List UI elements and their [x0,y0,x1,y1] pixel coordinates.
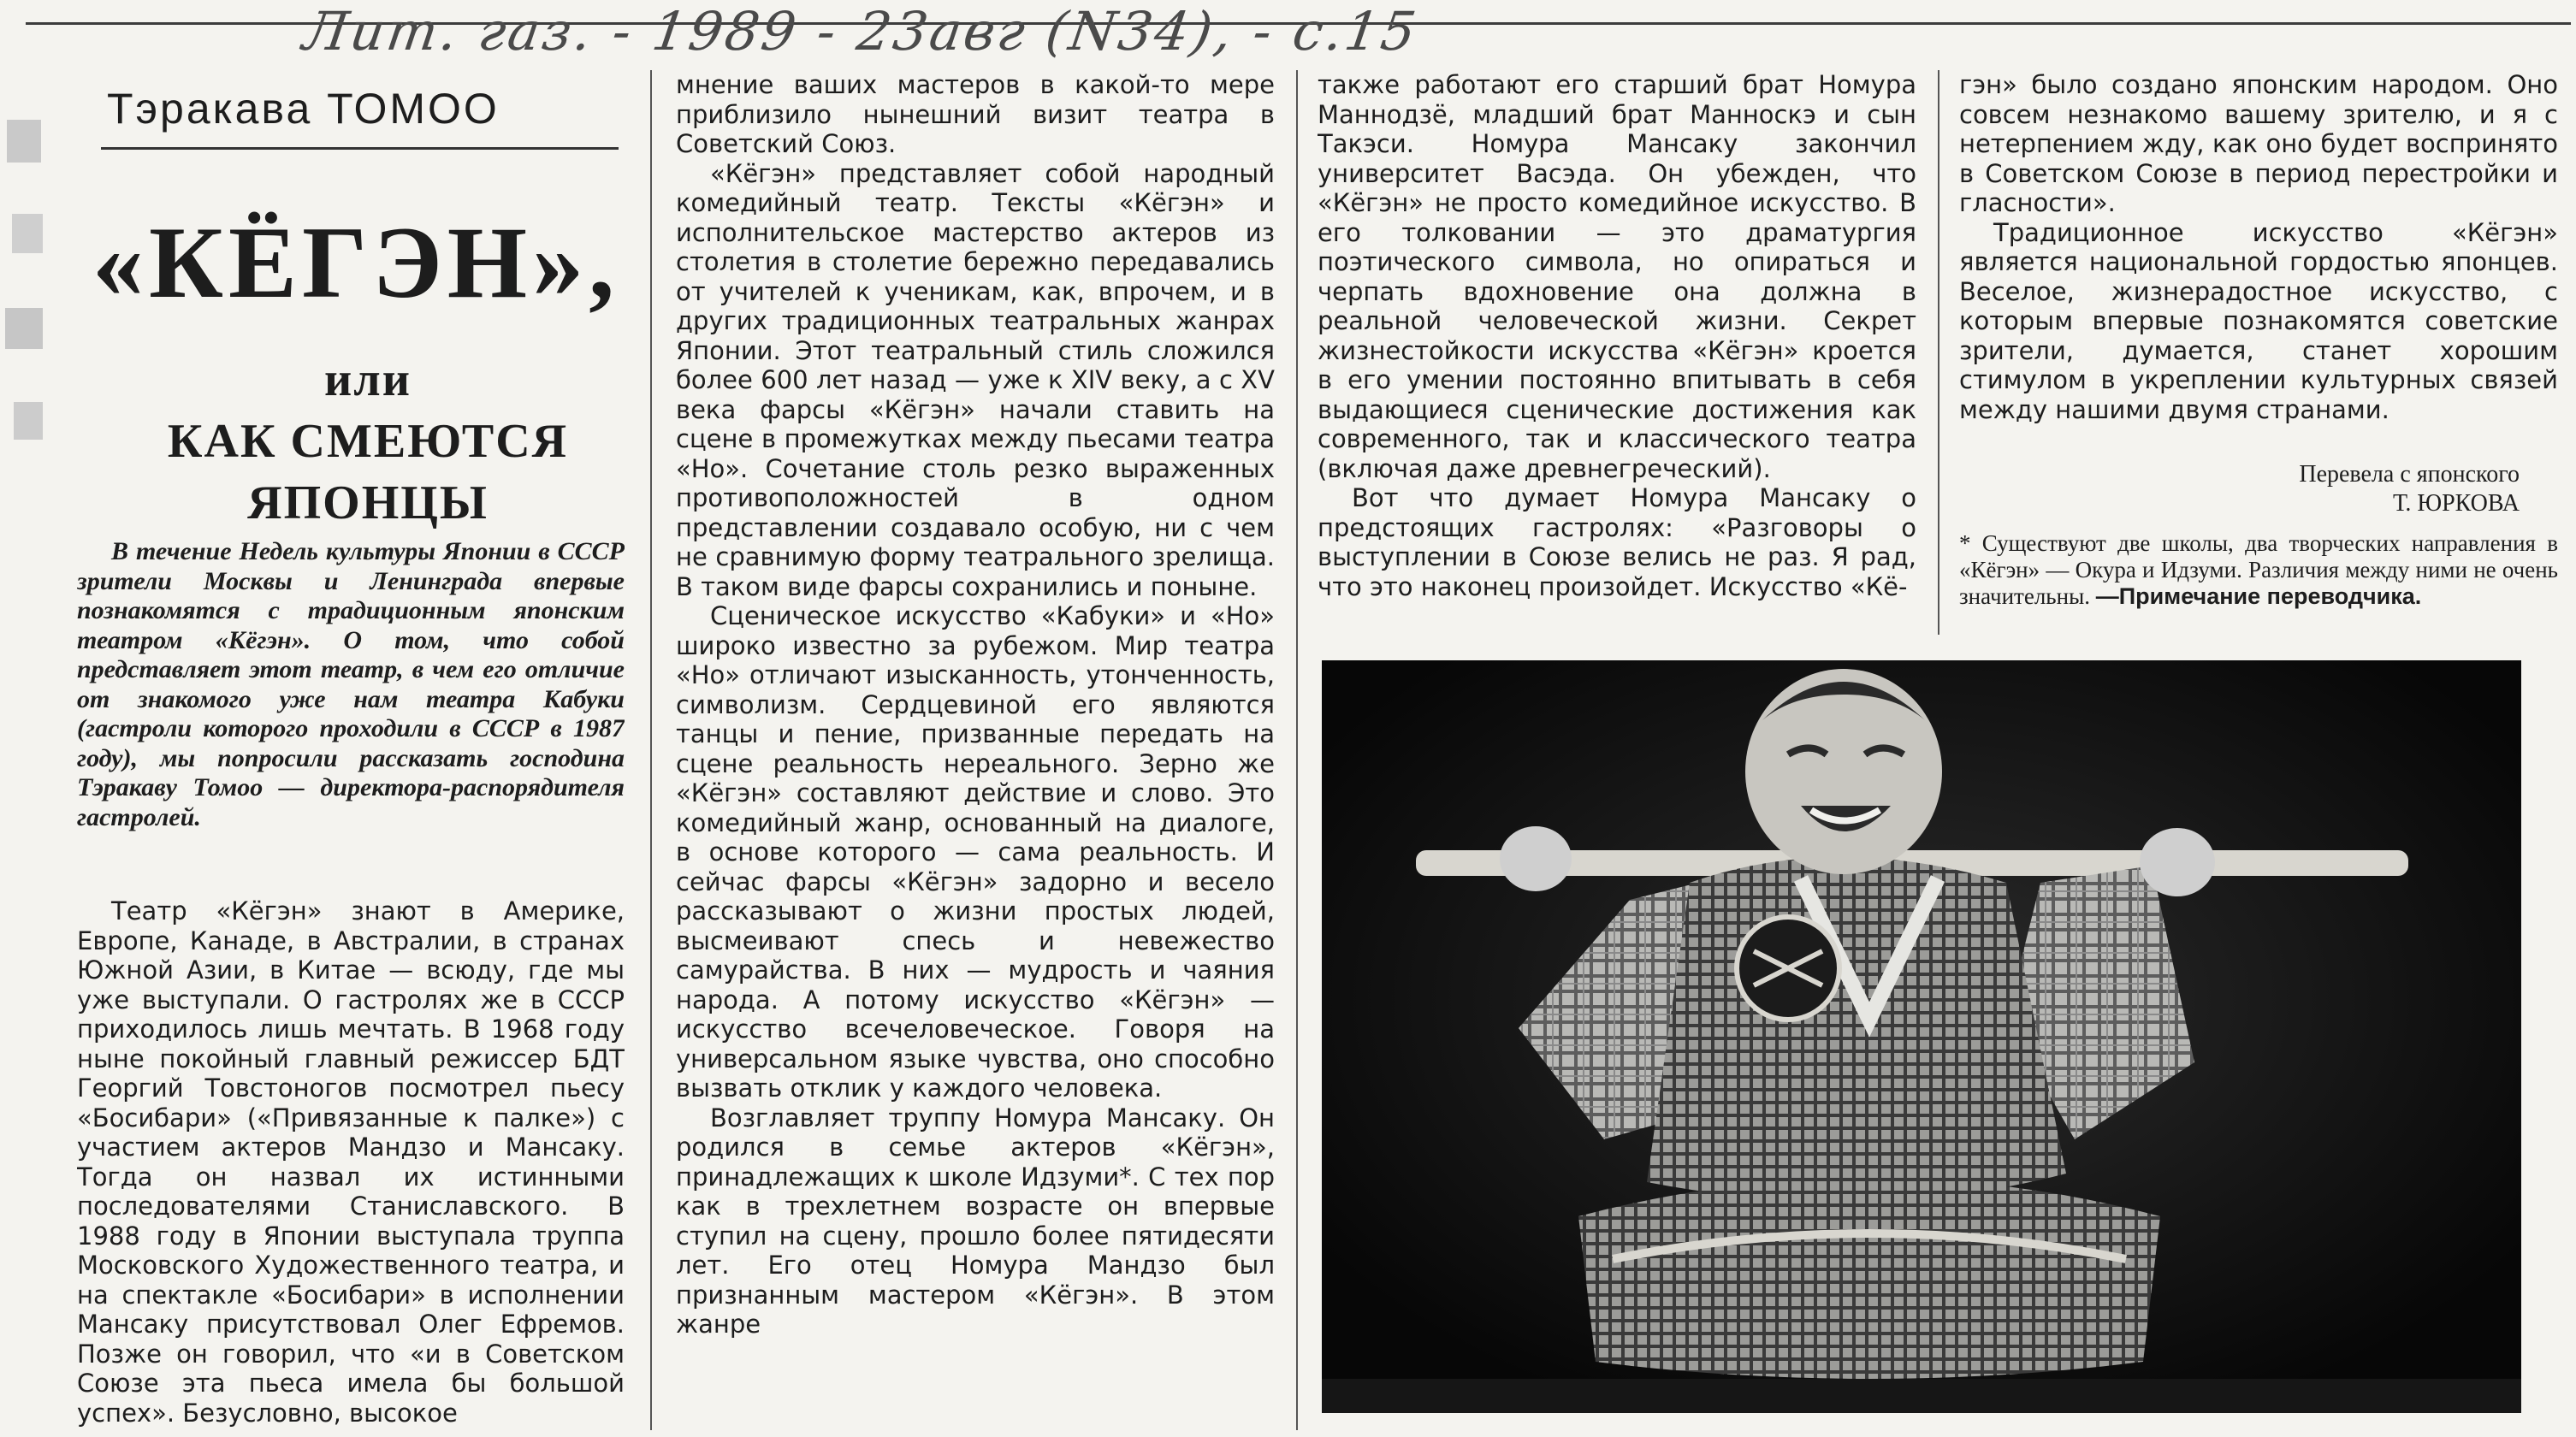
col3-paragraph-1: также работают его старший брат Номура Маннодзё, младший брат Манноскэ и сын Такэси. Номура Мансаку закончил университет Васэда. Он убежден, что «Кёгэн» не просто комедийное искусство. В его толковании — это драматургия поэтического символа, но опираться и черпать вдохновение она должна в реальной человеческой жизни. Секрет жизнестойкости искусства «Кёгэн» кроется в его умении постоянно впитывать в себя выдающиеся сценические достижения как современного, так и классического театра (включая даже древнегреческий). [1318,70,1916,483]
bleed-through-marks [0,111,55,479]
col2-paragraph-4: Возглавляет труппу Номура Мансаку. Он родился в семье актеров «Кёгэн», принадлежащих к школе Идзуми*. С тех пор как в трехлетнем возрасте он впервые ступил на сцену, прошло более пятидесяти лет. Его отец Номура Мандзо был признанным мастером «Кёгэн». В этом жанре [676,1103,1275,1339]
actor-illustration [1322,660,2521,1413]
col1-paragraph-1: Театр «Кёгэн» знают в Америке, Европе, Канаде, в Австралии, в странах Южной Азии, в Китае — всюду, где мы уже выступали. О гастролях же в СССР приходилось лишь мечтать. В 1968 году ныне покойный главный режиссер БДТ Георгий Товстоногов посмотрел пьесу «Босибари» («Привязанные к палке») с участием актеров Мандзо и Мансаку. Тогда он назвал их истинными последователями Станиславского. В 1988 году в Японии выступала труппа Московского Художественного театра, и на спектакле «Босибари» в исполнении Мансаку присутствовал Олег Ефремов. Позже он говорил, что «и в Советском Союзе эта пьеса имела бы большой успех». Безусловно, высокое [77,896,625,1427]
column-4 [1959,70,2558,459]
subtitle-or: или [324,353,412,406]
subtitle-line-2: ЯПОНЦЫ [247,476,489,529]
col2-paragraph-2: «Кёгэн» представляет собой народный комедийный театр. Тексты «Кёгэн» и исполнительское мастерство актеров из столетия в столетие бережно передавались от учителей к ученикам, как, впрочем, и в других традиционных театральных жанрах Японии. Этот театральный стиль сложился более 600 лет назад — уже к XIV веку, а с XV века фарсы «Кёгэн» начали ставить на сцене в промежутках между пьесами театра «Но». Сочетание столь резко выраженных противоположностей в одном представлении создавало особую, ни с чем не сравнимую форму театрального зрелища. В таком виде фарсы сохранились и поныне. [676,158,1275,601]
subtitle-line-1: КАК СМЕЮТСЯ [167,415,569,468]
footnote [1959,530,2558,610]
footnote-signature: —Примечание переводчика. [2095,583,2422,609]
article-title: «КЁГЭН», [92,205,620,319]
column-3 [1318,70,1916,635]
article-subtitle [128,349,607,534]
column-1 [77,896,625,1427]
kyogen-actor-photo [1322,660,2521,1413]
handwritten-citation: Лит. газ. - 1989 - 23авг (N34), - с.15 [299,0,1423,62]
col4-paragraph-1: гэн» было создано японским народом. Оно совсем незнакомо вашему зрителю, и я с нетерпением жду, как оно будет воспринято в Советском Союзе в период перестройки и гласности». [1959,70,2558,217]
col4-paragraph-2: Традиционное искусство «Кёгэн» является национальной гордостью японцев. Веселое, жизнерадостное искусство, с которым впервые познакомятся советские зрители, думается, станет хорошим стимулом в укреплении культурных связей между нашими двумя странами. [1959,217,2558,424]
bleed-through-column [0,111,55,479]
col3-paragraph-2: Вот что думает Номура Мансаку о предстоящих гастролях: «Разговоры о выступлении в Союзе велись не раз. Я рад, что это наконец произойдет. Искусство «Кё- [1318,483,1916,601]
lead-paragraph [77,537,625,871]
footnote-text: * Существуют две школы, два творческих направления в «Кёгэн» — Окура и Идзуми. Различия между ними не очень значительны. [1959,530,2558,609]
column-divider [650,70,652,1430]
col2-paragraph-3: Сценическое искусство «Кабуки» и «Но» широко известно за рубежом. Мир театра «Но» отличают изысканность, утонченность, символизм. Сердцевиной его являются танцы и пение, призванные передать на сцене реальность нереального. Зерно же «Кёгэн» составляют действие и слово. Это комедийный жанр, основанный на диалоге, в основе которого — сама реальность. И сейчас фарсы «Кёгэн» задорно и весело рассказывают о жизни простых людей, высмеивают спесь и невежество самурайства. В них — мудрость и чаяния народа. А потому искусство «Кёгэн» — искусство всечеловеческое. Говоря на универсальном языке чувства, оно способно вызвать отклик у каждого человека. [676,601,1275,1103]
translator-credit [1959,460,2520,518]
column-2 [676,70,1275,1430]
column-divider [1296,70,1298,1430]
translator-name: Т. ЮРКОВА [2393,490,2520,517]
author-name: Тэракава ТОМОО [107,85,500,133]
column-divider [1938,70,1939,635]
author-underline [101,147,619,150]
col2-paragraph-1: мнение ваших мастеров в какой-то мере приблизило нынешний визит театра в Советский Союз. [676,70,1275,158]
translator-line: Перевела с японского [2299,461,2520,488]
lead-text: В течение Недель культуры Японии в СССР зрители Москвы и Ленинграда впервые познакомятся с традиционным японским театром «Кёгэн». О том, что собой представляет этот театр, в чем его отличие от знакомого уже нам театра Кабуки (гастроли которого проходили в СССР в 1987 году), мы попросили рассказать господина Тэракаву Томоо — директора-распорядителя гастролей. [77,537,625,831]
